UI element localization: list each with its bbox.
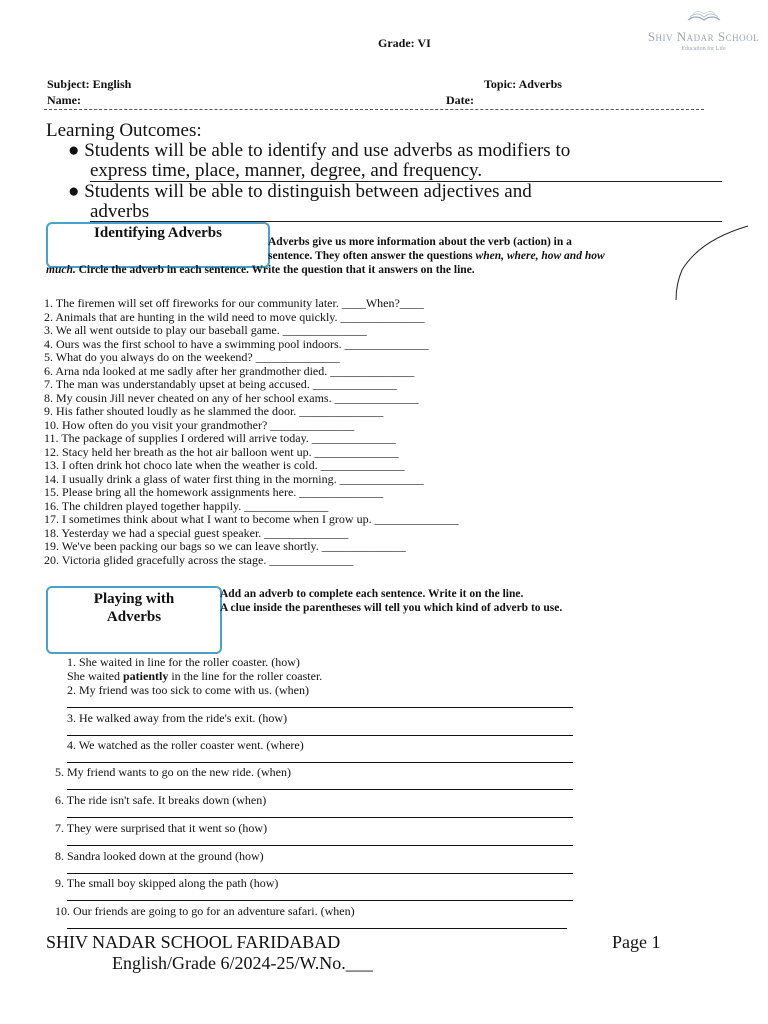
footer-ref: English/Grade 6/2024-25/W.No.___ <box>112 953 373 973</box>
question-item: 3. We all went outside to play our baseball game. ______________ <box>44 323 367 337</box>
name-label: Name: <box>47 93 81 107</box>
question-item: 20. Victoria glided gracefully across the stage. ______________ <box>44 552 354 567</box>
question-item: 7. The man was understandably upset at being accused. ______________ <box>44 377 397 391</box>
instruction-italic: when, where, how and how <box>475 250 605 262</box>
question-item: 4. Ours was the first school to have a swimming pool indoors. ______________ <box>44 336 429 351</box>
question-item: 12. Stacy held her breath as the hot air balloon went up. ______________ <box>44 444 399 459</box>
book-icon <box>684 6 724 24</box>
footer-school: SHIV NADAR SCHOOL FARIDABAD <box>46 932 341 952</box>
instruction-text: Circle the adverb in each sentence. Write the question that it answers on the line. <box>75 264 475 276</box>
logo-name: Shiv Nadar School <box>647 29 760 44</box>
answer-line[interactable] <box>67 845 573 846</box>
example-question: 1. She waited in line for the roller coaster. (how) <box>67 655 300 669</box>
answer-line[interactable] <box>67 707 573 708</box>
instruction-line: Add an adverb to complete each sentence. Write it on the line. <box>220 588 524 600</box>
question-item: 6. Arna nda looked at me sadly after her grandmother died. ______________ <box>44 363 415 378</box>
bullet-icon: ● <box>68 181 80 202</box>
identifying-adverbs-box <box>46 222 270 268</box>
pen-stroke-mark <box>660 220 760 310</box>
completion-question: 5. My friend wants to go on the new ride. (when) <box>55 765 291 779</box>
outcome-line: Students will be able to identify and use adverbs as modifiers to <box>84 140 571 161</box>
answer-line[interactable] <box>67 817 573 818</box>
completion-question: 8. Sandra looked down at the ground (how) <box>55 849 264 863</box>
question-item: 1. The firemen will set off fireworks for our community later. ____When?____ <box>44 296 424 310</box>
example-answer-text: She waited <box>67 669 123 683</box>
answer-line[interactable] <box>67 735 573 736</box>
bullet-icon: ● <box>68 140 80 161</box>
playing-with-adverbs-box <box>46 586 222 654</box>
question-item: 11. The package of supplies I ordered will arrive today. ______________ <box>44 431 396 445</box>
question-item: 16. The children played together happily. ______________ <box>44 498 329 513</box>
question-item: 10. How often do you visit your grandmother? ______________ <box>44 417 355 432</box>
school-logo <box>646 6 761 54</box>
completion-question: 10. Our friends are going to go for an adventure safari. (when) <box>55 904 355 918</box>
answer-line[interactable] <box>67 762 573 763</box>
instruction-line: Adverbs give us more information about the verb (action) in a <box>268 236 572 248</box>
question-item: 9. His father shouted loudly as he slammed the door. ______________ <box>44 404 384 418</box>
outcome-line-continued: express time, place, manner, degree, and frequency. <box>90 160 483 181</box>
question-item: 18. Yesterday we had a special guest speaker. ______________ <box>44 525 349 540</box>
header-divider <box>44 109 704 110</box>
logo-tagline: Education for Life <box>681 46 726 52</box>
outcome-line: Students will be able to distinguish between adjectives and <box>84 181 532 202</box>
completion-question: 6. The ride isn't safe. It breaks down (when) <box>55 793 267 807</box>
section-title: Identifying Adverbs <box>94 225 222 241</box>
subject-label: Subject: English <box>47 77 132 91</box>
completion-question: 3. He walked away from the ride's exit. (how) <box>67 711 288 725</box>
answer-line[interactable] <box>67 873 573 874</box>
question-item: 19. We've been packing our bags so we can leave shortly. ______________ <box>44 539 406 553</box>
learning-outcomes-title: Learning Outcomes: <box>46 120 202 141</box>
question-item: 14. I usually drink a glass of water first thing in the morning. ______________ <box>44 471 424 486</box>
example-answer-text: in the line for the roller coaster. <box>168 669 323 683</box>
question-item: 2. Animals that are hunting in the wild need to move quickly. ______________ <box>44 309 425 324</box>
completion-question: 4. We watched as the roller coaster went. (where) <box>67 738 304 752</box>
completion-question: 7. They were surprised that it went so (how) <box>55 821 268 835</box>
grade-label: Grade: VI <box>378 36 431 50</box>
instruction-line: A clue inside the parentheses will tell you which kind of adverb to use. <box>220 602 563 614</box>
section-title-line2: Adverbs <box>106 609 162 625</box>
outcome-item <box>68 140 728 161</box>
question-item: 5. What do you always do on the weekend? ______________ <box>44 350 340 364</box>
completion-question: 2. My friend was too sick to come with us. (when) <box>67 683 309 697</box>
question-item: 17. I sometimes think about what I want to become when I grow up. ______________ <box>44 512 459 526</box>
completion-question: 9. The small boy skipped along the path (how) <box>55 876 279 890</box>
section-title-line1: Playing with <box>93 591 175 607</box>
answer-line[interactable] <box>67 900 573 901</box>
answer-line[interactable] <box>67 789 573 790</box>
topic-label: Topic: Adverbs <box>484 77 562 91</box>
question-item: 15. Please bring all the homework assignments here. ______________ <box>44 485 384 499</box>
answer-line[interactable] <box>67 928 567 929</box>
question-item: 13. I often drink hot choco late when the weather is cold. ______________ <box>44 458 405 472</box>
example-answer <box>67 669 322 684</box>
footer-page: Page 1 <box>612 932 661 952</box>
instruction-line <box>268 249 728 263</box>
instruction-italic: much. <box>46 264 76 276</box>
instruction-line <box>46 263 726 277</box>
outcome-line-continued: adverbs <box>90 201 150 222</box>
example-answer-adverb: patiently <box>123 669 169 683</box>
instruction-text: sentence. They often answer the questions <box>268 250 476 262</box>
question-item: 8. My cousin Jill never cheated on any of her school exams. ______________ <box>44 390 419 405</box>
date-label: Date: <box>446 93 474 107</box>
outcome-item <box>68 181 728 202</box>
